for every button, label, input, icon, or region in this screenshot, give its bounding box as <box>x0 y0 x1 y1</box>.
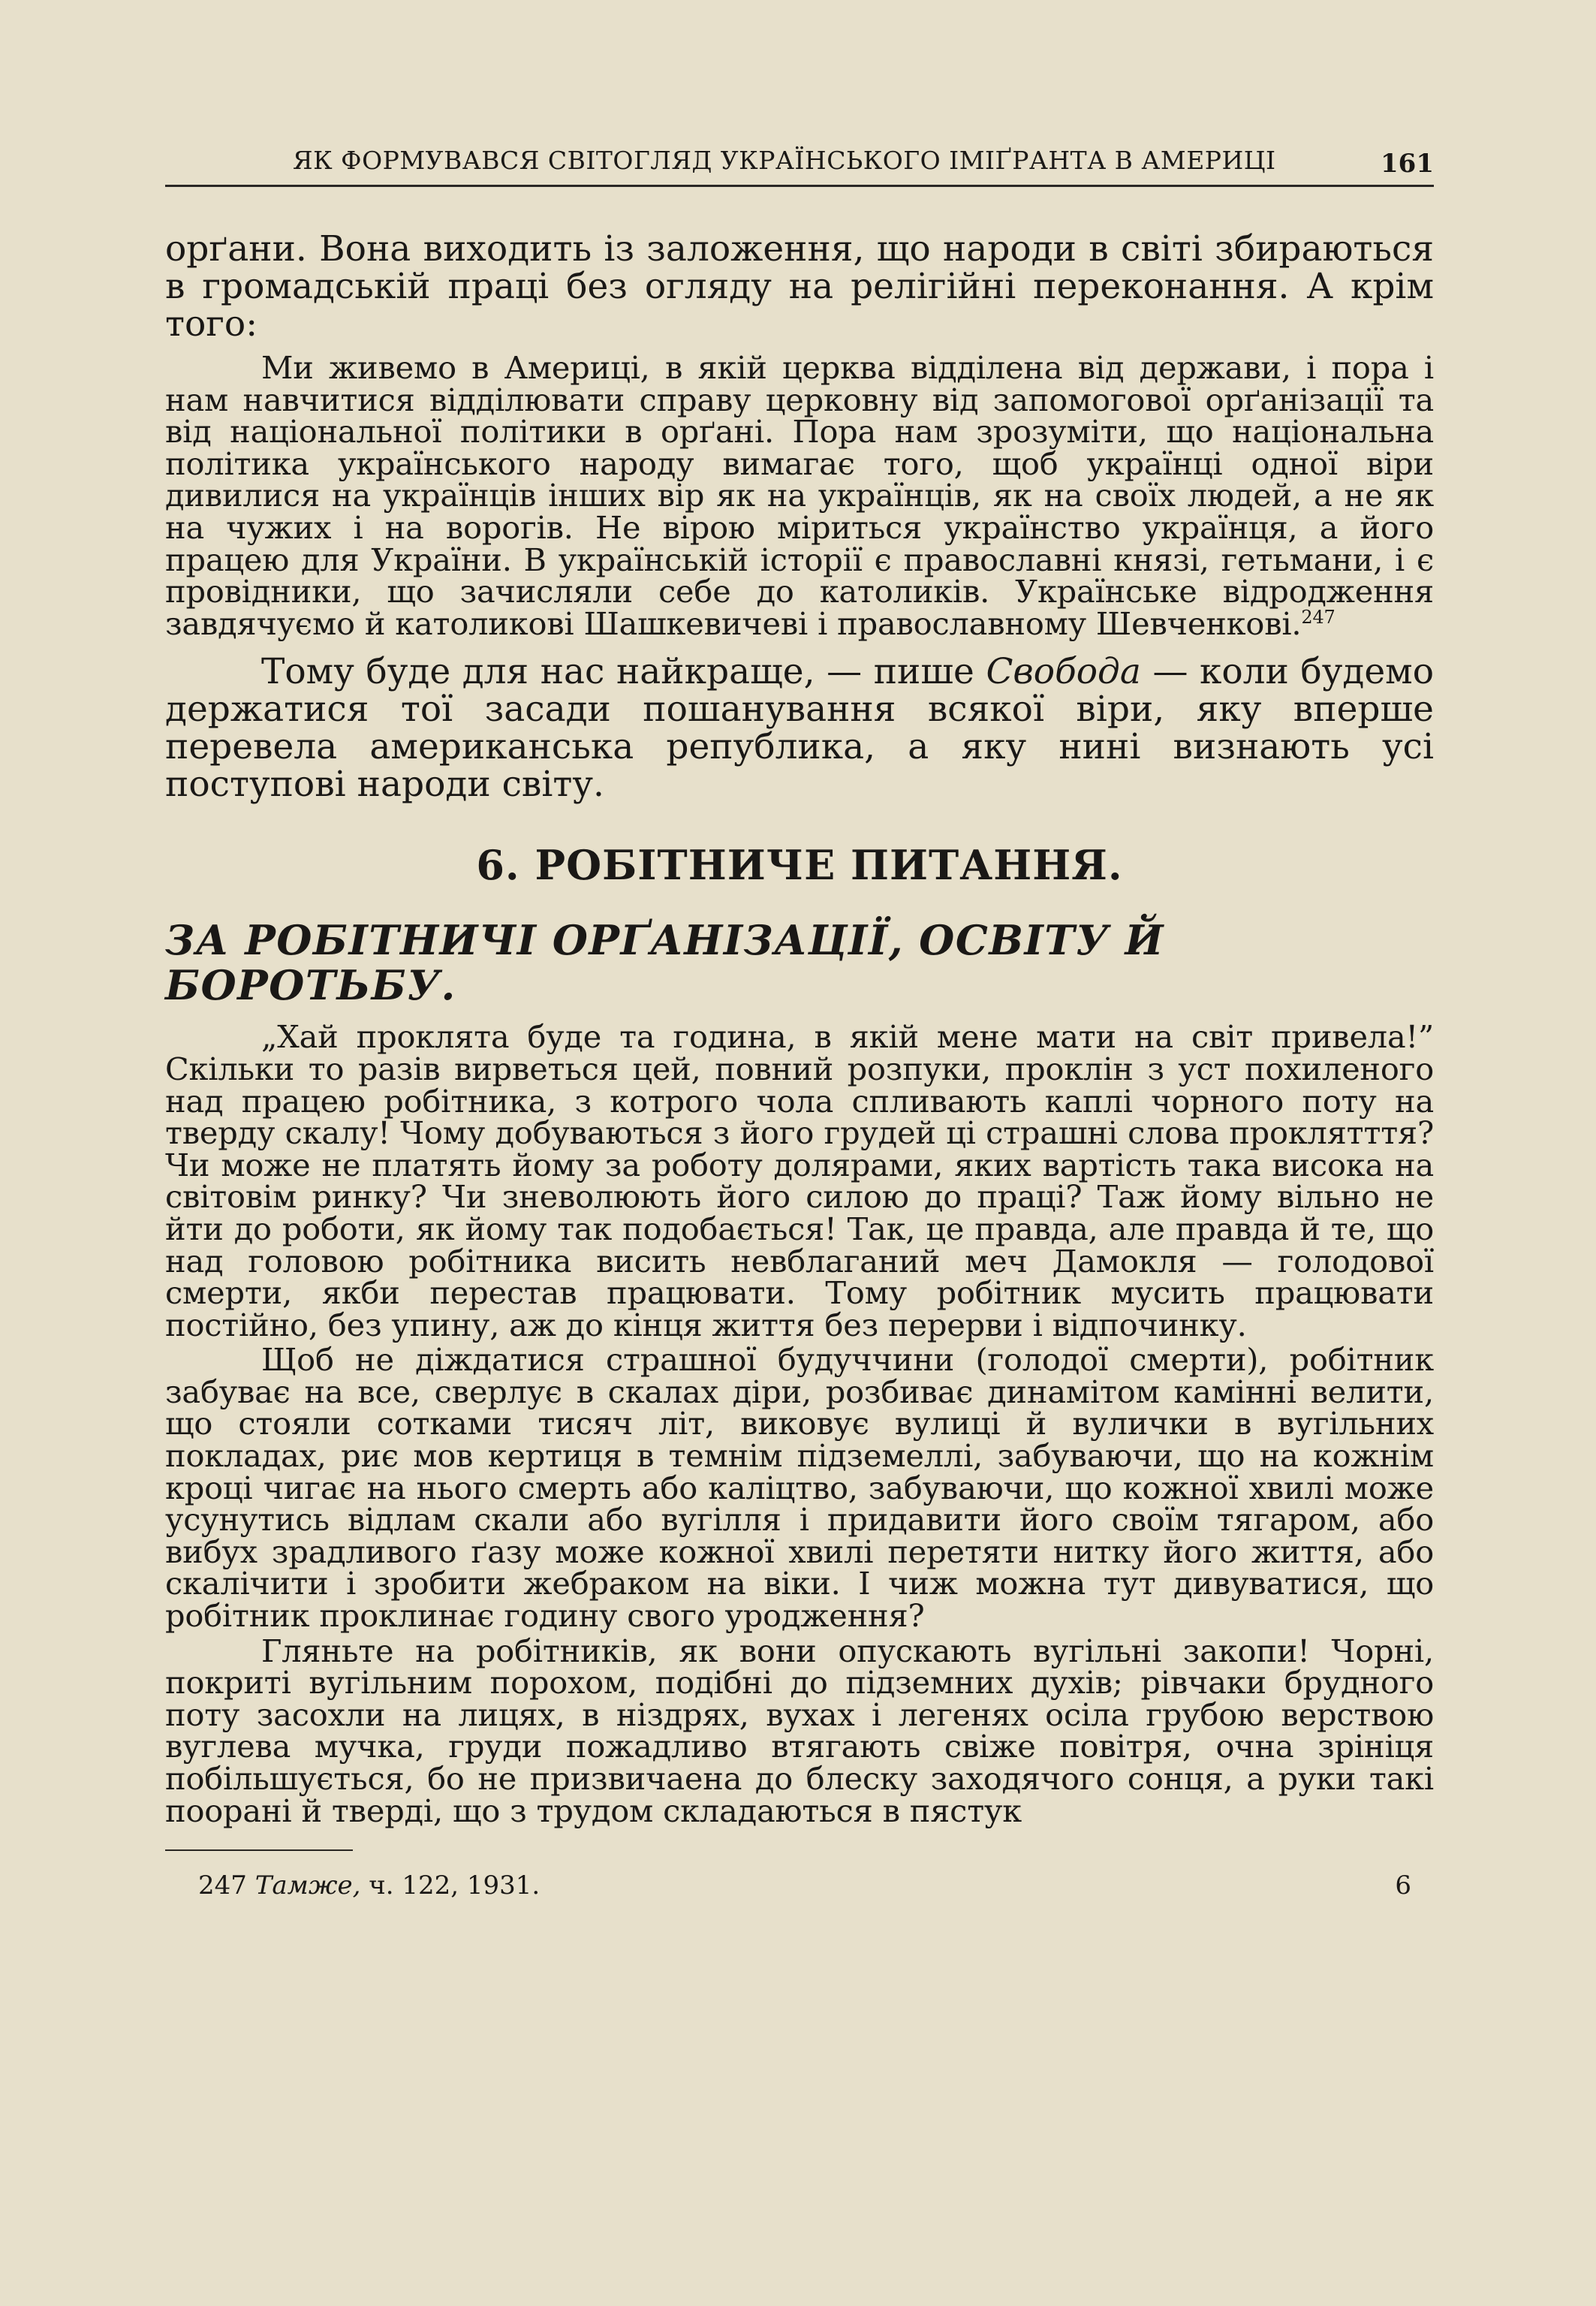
footnote-rest: ч. 122, 1931. <box>369 1870 541 1901</box>
sub-heading: ЗА РОБІТНИЧІ ОРҐАНІЗАЦІЇ, ОСВІТУ Й БОРОТЬБУ. <box>165 916 1165 1010</box>
block-quote-text: Ми живемо в Америці, в якій церква відділена від держави, і пора і нам навчитися відділювати справу церковну від запомогової орґанізації та від національної політики в орґані. Пора нам зрозуміти, що національна політика українського народу вимагає того, щоб українці одної віри дивилися на українців інших вір як на українців, як на своїх людей, а не як на чужих і на ворогів. Не вірою міриться українство українця, а його працею для України. В українській історії є православні князі, гетьмани, і є провідники, що зачисляли себе до католиків. Українське відродження завдячуємо й католикові Шашкевичеві і православному Шевченкові. <box>165 349 1434 642</box>
paragraph-2-end: — коли будемо держатися тої засади пошанування всякої віри, яку вперше перевела американська република, а яку нині визнають усі поступові народи світу. <box>165 651 1434 806</box>
footnote-rule <box>165 1849 353 1851</box>
footnote-number: 247 <box>198 1870 247 1901</box>
running-header <box>165 143 1434 187</box>
signature-mark: 6 <box>1395 1870 1411 1901</box>
book-page <box>165 143 1434 1913</box>
paragraph-4: Щоб не діждатися страшної будуччини (голодої смерти), робітник забуває на все, сверлує в скалах діри, розбиває динамітом камінні велити, що стояли сотками тисяч літ, виковує вулиці й вулички в вугільних покладах, риє мов кертиця в темнім підземеллі, забуваючи, що на кожнім кроці чигає на нього смерть або каліцтво, забуваючи, що кожної хвилі може усунутись відлам скали або вугілля і придавити його своїм тягаром, або вибух зрадливого ґазу може кожної хвилі перетяти нитку його життя, або скалічити і зробити жебраком на віки. І чиж можна тут дивуватися, що робітник проклинає годину свого уродження? <box>165 1341 1434 1635</box>
paragraph-5: Гляньте на робітників, як вони опускають вугільні закопи! Чорні, покриті вугільним порохом, подібні до підземних духів; рівчаки брудного поту засохли на лицях, в ніздрях, вухах і легенях осіла грубою верствою вуглева мучка, груди пожадливо втягають свіже повітря, очна зрініця побільшується, бо не призвичаена до блеску заходячого сонця, а руки такі поорані й тверді, що з трудом складаються в пястук <box>165 1632 1434 1829</box>
footnote-text <box>198 1870 540 1901</box>
footnote-ref: 247 <box>1301 606 1336 628</box>
paragraph-2-start: Тому буде для нас найкраще, — пише <box>261 651 974 693</box>
footnote-source: Тамже, <box>254 1870 361 1901</box>
paragraph-3: „Хай проклята буде та година, в якій мене мати на світ привела!” Скільки то разів вирветься цей, повний розпуки, проклін з уст похиленого над працею робітника, з котрого чола спливають каплі чорного поту на тверду скалу! Чому добуваються з його грудей ці страшні слова проклятття? Чи може не платять йому за роботу долярами, яких вартість така висока на світовім ринку? Чи зневолюють його силою до праці? Таж йому вільно не йти до роботи, як йому так подобається! Так, це правда, але правда й те, що над головою робітника висить невблаганий меч Дамокля — голодової смерти, якби перестав працювати. Тому робітник мусить працювати постійно, без упину, аж до кінця життя без перерви і відпочинку. <box>165 1018 1434 1343</box>
block-quote <box>165 349 1434 642</box>
paragraph-1: орґани. Вона виходить із заложення, що народи в світі збираються в громадській праці без огляду на релігійні переконання. А крім того: <box>165 228 1434 345</box>
section-heading: 6. РОБІТНИЧЕ ПИТАННЯ. <box>476 841 1123 890</box>
footnote <box>165 1867 1434 1913</box>
newspaper-title: Свобода <box>986 651 1141 693</box>
running-title: ЯК ФОРМУВАВСЯ СВІТОГЛЯД УКРАЇНСЬКОГО ІМІҐРАНТА В АМЕРИЦІ <box>293 146 1276 175</box>
page-number: 161 <box>1381 149 1434 179</box>
paragraph-2 <box>165 651 1434 806</box>
